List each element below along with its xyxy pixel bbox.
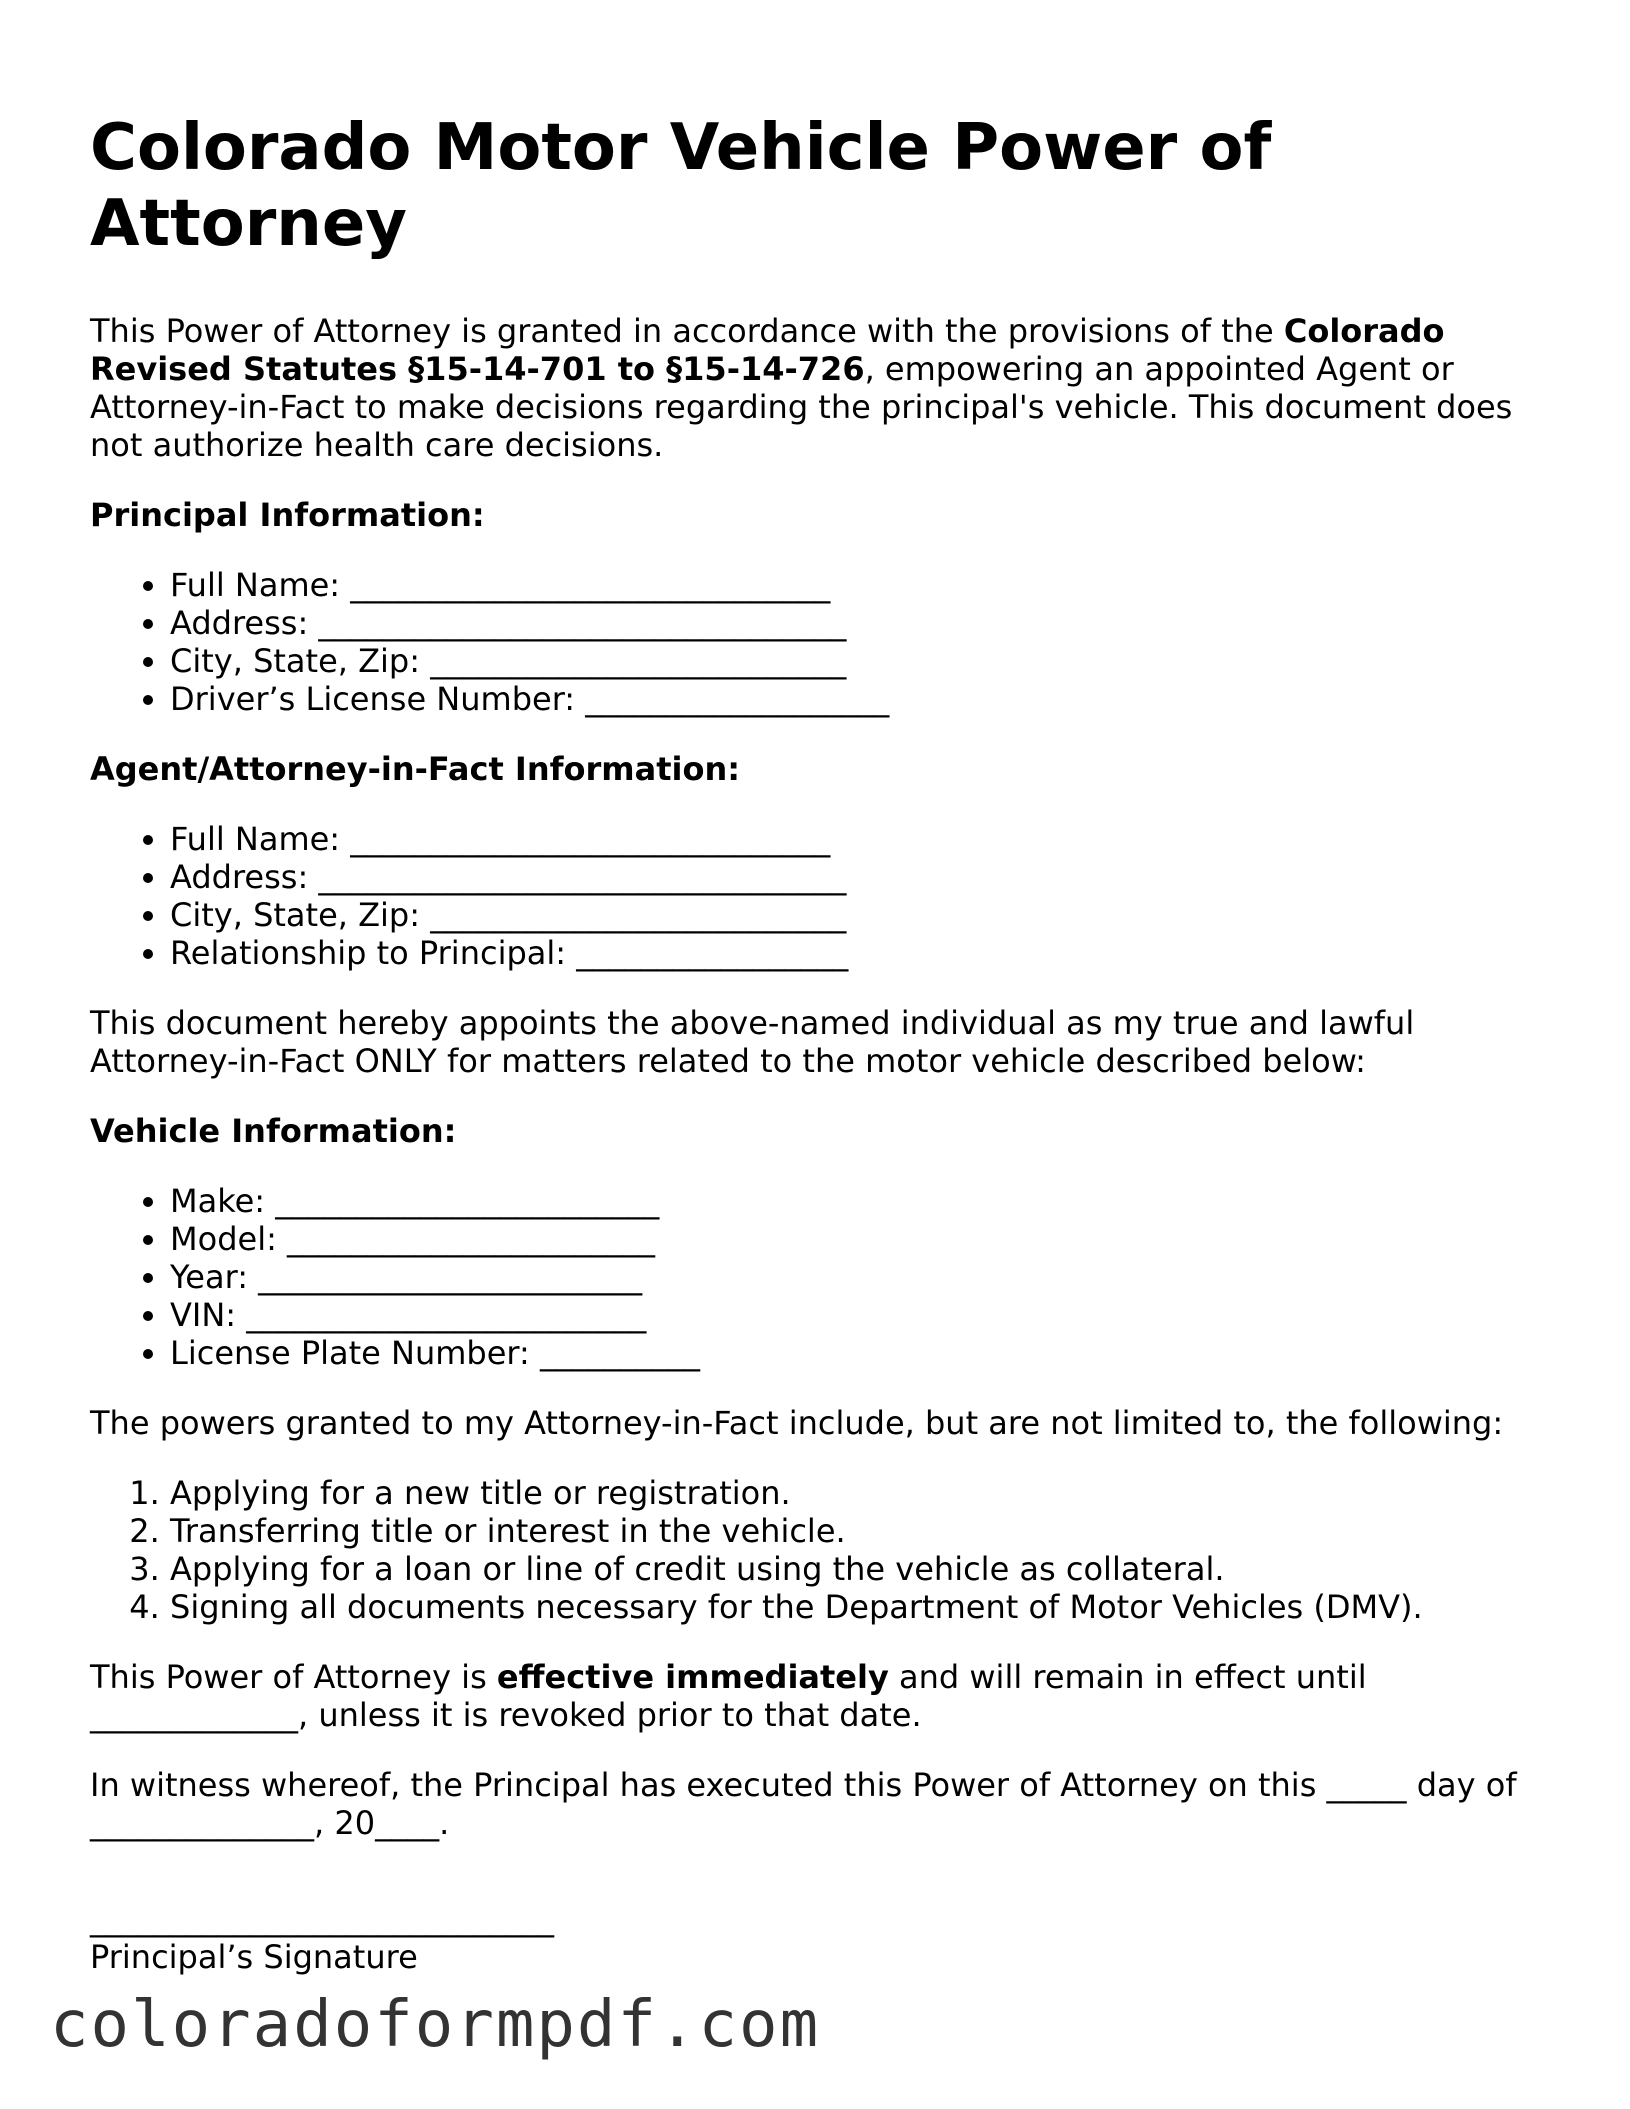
vehicle-license-plate: • License Plate Number: __________ bbox=[170, 1334, 1540, 1372]
effective-paragraph bbox=[90, 1658, 1540, 1734]
principal-city-state-zip: • City, State, Zip: __________________________ bbox=[170, 642, 1540, 680]
agent-city-state-zip: • City, State, Zip: __________________________ bbox=[170, 896, 1540, 934]
intro-text-1: This Power of Attorney is granted in accordance with the provisions of the bbox=[90, 312, 1284, 350]
power-item: 3. Applying for a loan or line of credit using the vehicle as collateral. bbox=[170, 1550, 1540, 1588]
vehicle-vin: • VIN: _________________________ bbox=[170, 1296, 1540, 1334]
signature-line: _____________________________ bbox=[90, 1900, 554, 1938]
document-page bbox=[90, 110, 1540, 1976]
agent-address: • Address: _________________________________ bbox=[170, 858, 1540, 896]
witness-paragraph: In witness whereof, the Principal has executed this Power of Attorney on this _____ day of ______________, 20____. bbox=[90, 1766, 1517, 1842]
appoint-paragraph: This document hereby appoints the above-named individual as my true and lawful Attorney-in-Fact ONLY for matters related to the motor vehicle described below: bbox=[90, 1004, 1415, 1080]
principal-list bbox=[90, 566, 1540, 718]
vehicle-make: • Make: ________________________ bbox=[170, 1182, 1540, 1220]
power-item: 4. Signing all documents necessary for the Department of Motor Vehicles (DMV). bbox=[170, 1588, 1540, 1626]
principal-address: • Address: _________________________________ bbox=[170, 604, 1540, 642]
power-item: 2. Transferring title or interest in the vehicle. bbox=[170, 1512, 1540, 1550]
intro-paragraph bbox=[90, 312, 1540, 464]
document-title: Colorado Motor Vehicle Power of Attorney bbox=[90, 111, 1272, 261]
effective-text-2: and will remain in effect until _____________, unless it is revoked prior to that date. bbox=[90, 1658, 1367, 1734]
agent-list bbox=[90, 820, 1540, 972]
powers-intro: The powers granted to my Attorney-in-Fact include, but are not limited to, the following: bbox=[90, 1404, 1504, 1442]
intro-statute: Colorado Revised Statutes §15-14-701 to §15-14-726 bbox=[90, 312, 1445, 388]
vehicle-year: • Year: ________________________ bbox=[170, 1258, 1540, 1296]
principal-heading: Principal Information: bbox=[90, 496, 485, 534]
principal-drivers-license: • Driver’s License Number: ___________________ bbox=[170, 680, 1540, 718]
powers-list bbox=[90, 1474, 1540, 1626]
principal-full-name: • Full Name: ______________________________ bbox=[170, 566, 1540, 604]
power-item: 1. Applying for a new title or registration. bbox=[170, 1474, 1540, 1512]
vehicle-model: • Model: _______________________ bbox=[170, 1220, 1540, 1258]
signature-block bbox=[90, 1900, 1540, 1976]
agent-relationship: • Relationship to Principal: _________________ bbox=[170, 934, 1540, 972]
agent-heading: Agent/Attorney-in-Fact Information: bbox=[90, 750, 741, 788]
watermark: coloradoformpdf.com bbox=[50, 1988, 821, 2062]
vehicle-heading: Vehicle Information: bbox=[90, 1112, 457, 1150]
signature-label: Principal’s Signature bbox=[90, 1938, 418, 1976]
effective-text-1: This Power of Attorney is bbox=[90, 1658, 497, 1696]
effective-bold: effective immediately bbox=[496, 1658, 889, 1696]
vehicle-list bbox=[90, 1182, 1540, 1372]
intro-text-2: , empowering an appointed Agent or Attorney-in-Fact to make decisions regarding the principal's vehicle. This document does not authorize health care decisions. bbox=[90, 350, 1513, 464]
agent-full-name: • Full Name: ______________________________ bbox=[170, 820, 1540, 858]
